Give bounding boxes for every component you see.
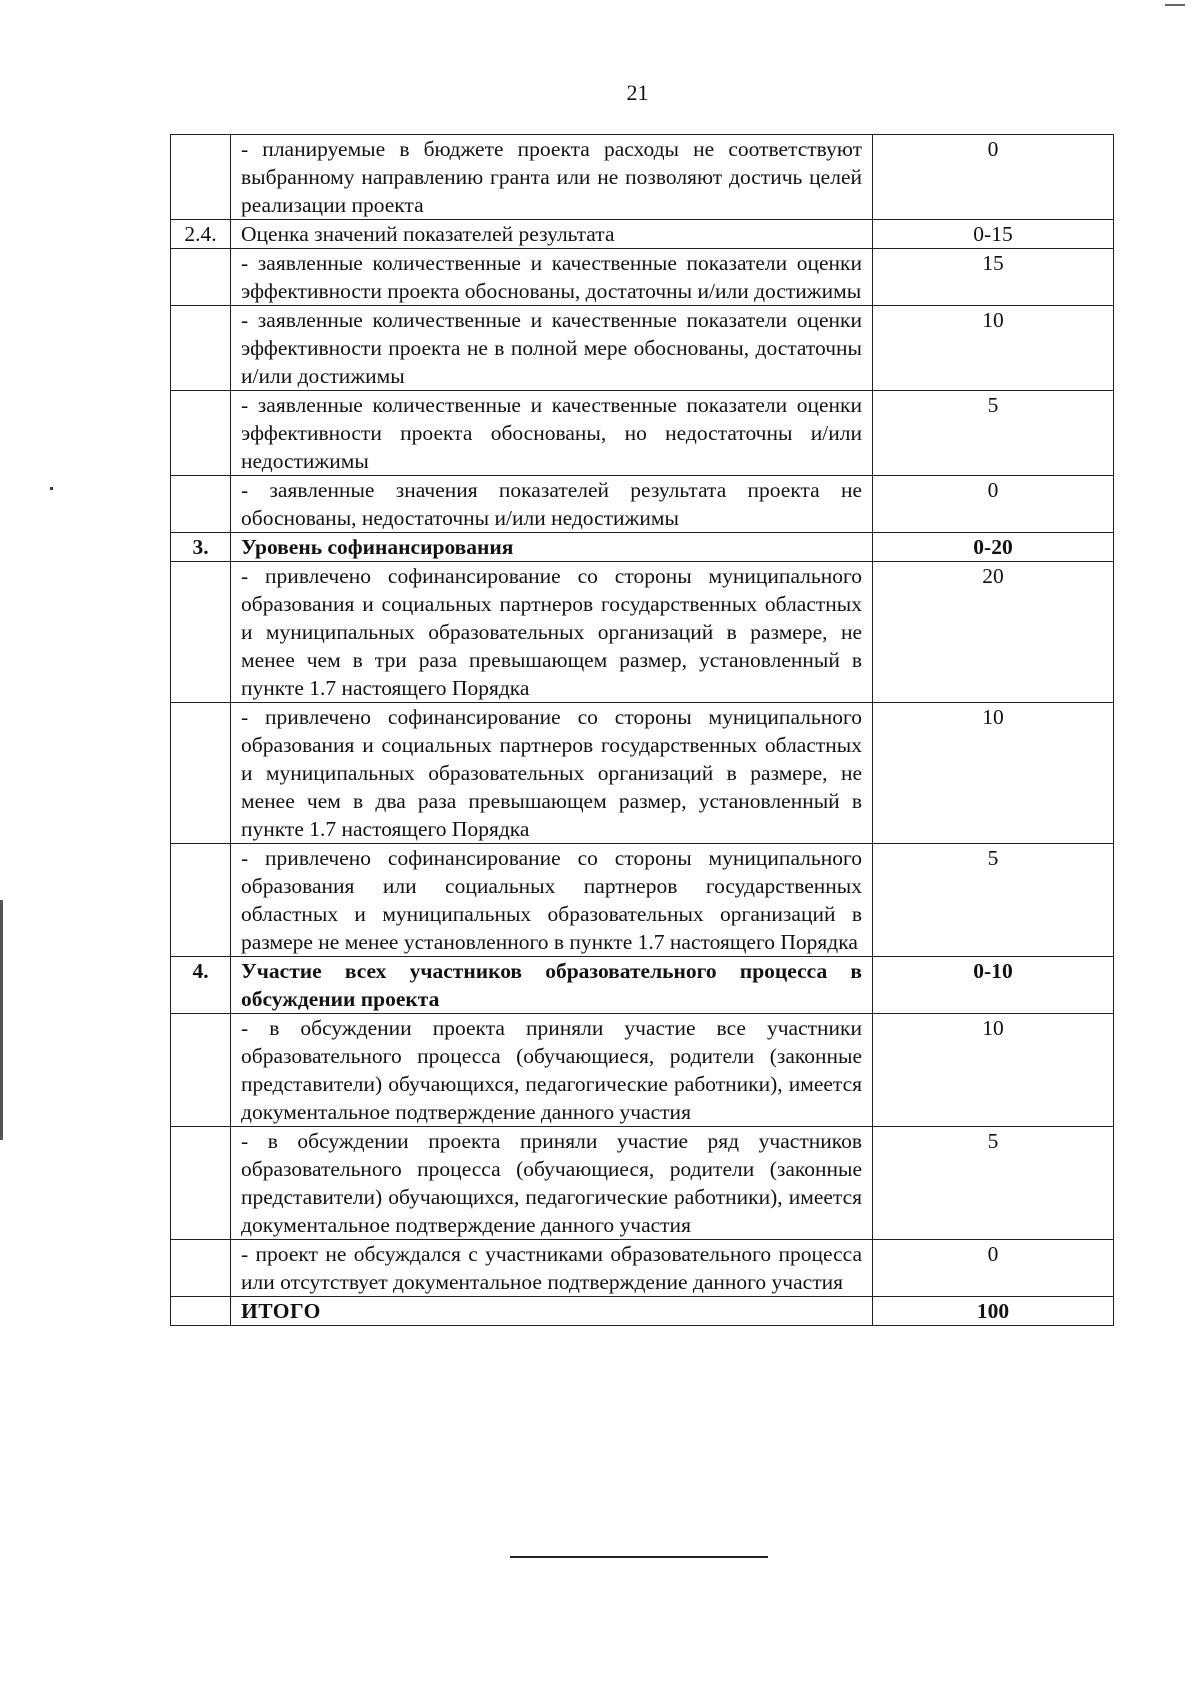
row-number	[171, 1127, 231, 1240]
row-score: 20	[873, 562, 1114, 703]
row-description: - заявленные количественные и качественные показатели оценки эффективности проекта обоснованы, но недостаточны и/или недостижимы	[231, 391, 873, 476]
row-description: - планируемые в бюджете проекта расходы не соответствуют выбранному направлению гранта или не позволяют достичь целей реализации проекта	[231, 135, 873, 220]
page-number: 21	[626, 80, 649, 105]
table-row	[171, 1127, 1114, 1240]
row-number	[171, 1014, 231, 1127]
row-score: 5	[873, 391, 1114, 476]
row-number: 2.4.	[171, 220, 231, 249]
row-description: - в обсуждении проекта приняли участие ряд участников образовательного процесса (обучающиеся, родители (законные представители) обучающихся, педагогические работники), имеется документальное подтверждение данного участия	[231, 1127, 873, 1240]
table-row	[171, 1014, 1114, 1127]
row-description: Уровень софинансирования	[231, 533, 873, 562]
row-score: 10	[873, 1014, 1114, 1127]
row-number: 3.	[171, 533, 231, 562]
row-number	[171, 306, 231, 391]
row-description: - заявленные количественные и качественные показатели оценки эффективности проекта обоснованы, достаточны и/или достижимы	[231, 249, 873, 306]
scan-speck	[50, 487, 53, 490]
row-score: 0-15	[873, 220, 1114, 249]
total-number-cell	[171, 1297, 231, 1326]
row-description: - заявленные значения показателей результата проекта не обоснованы, недостаточны и/или недостижимы	[231, 476, 873, 533]
table-row	[171, 306, 1114, 391]
row-number	[171, 1240, 231, 1297]
table-row	[171, 249, 1114, 306]
row-number	[171, 562, 231, 703]
table-row	[171, 220, 1114, 249]
total-row	[171, 1297, 1114, 1326]
row-number	[171, 249, 231, 306]
row-description: Оценка значений показателей результата	[231, 220, 873, 249]
table-row	[171, 135, 1114, 220]
row-score: 15	[873, 249, 1114, 306]
table-row	[171, 533, 1114, 562]
scan-edge-mark	[0, 900, 3, 1140]
row-score: 0-10	[873, 957, 1114, 1014]
row-number	[171, 844, 231, 957]
row-number	[171, 476, 231, 533]
row-description: Участие всех участников образовательного процесса в обсуждении проекта	[231, 957, 873, 1014]
row-description: - заявленные количественные и качественные показатели оценки эффективности проекта не в полной мере обоснованы, достаточны и/или достижимы	[231, 306, 873, 391]
row-score: 0	[873, 476, 1114, 533]
total-score: 100	[873, 1297, 1114, 1326]
table-row	[171, 703, 1114, 844]
row-score: 5	[873, 844, 1114, 957]
row-number: 4.	[171, 957, 231, 1014]
row-score: 0	[873, 135, 1114, 220]
row-number	[171, 703, 231, 844]
row-description: - проект не обсуждался с участниками образовательного процесса или отсутствует документальное подтверждение данного участия	[231, 1240, 873, 1297]
row-score: 5	[873, 1127, 1114, 1240]
criteria-rows	[171, 135, 1114, 1326]
table-row	[171, 1240, 1114, 1297]
row-score: 10	[873, 703, 1114, 844]
row-description: - привлечено софинансирование со стороны муниципального образования и социальных партнеров государственных областных и муниципальных образовательных организаций в размере, не менее чем в два раза превышающем размер, установленный в пункте 1.7 настоящего Порядка	[231, 703, 873, 844]
row-description: - привлечено софинансирование со стороны муниципального образования и социальных партнеров государственных областных и муниципальных образовательных организаций в размере, не менее чем в три раза превышающем размер, установленный в пункте 1.7 настоящего Порядка	[231, 562, 873, 703]
criteria-table	[170, 134, 1114, 1326]
scan-edge-mark	[1165, 4, 1185, 6]
table-row	[171, 391, 1114, 476]
total-label: ИТОГО	[231, 1297, 873, 1326]
row-score: 0-20	[873, 533, 1114, 562]
table-row	[171, 476, 1114, 533]
row-score: 10	[873, 306, 1114, 391]
table-row	[171, 562, 1114, 703]
table-row	[171, 844, 1114, 957]
row-number	[171, 135, 231, 220]
row-number	[171, 391, 231, 476]
table-row	[171, 957, 1114, 1014]
row-description: - привлечено софинансирование со стороны муниципального образования или социальных партнеров государственных областных и муниципальных образовательных организаций в размере не менее установленного в пункте 1.7 настоящего Порядка	[231, 844, 873, 957]
row-score: 0	[873, 1240, 1114, 1297]
end-of-table-rule	[510, 1556, 768, 1558]
row-description: - в обсуждении проекта приняли участие все участники образовательного процесса (обучающиеся, родители (законные представители) обучающихся, педагогические работники), имеется документальное подтверждение данного участия	[231, 1014, 873, 1127]
